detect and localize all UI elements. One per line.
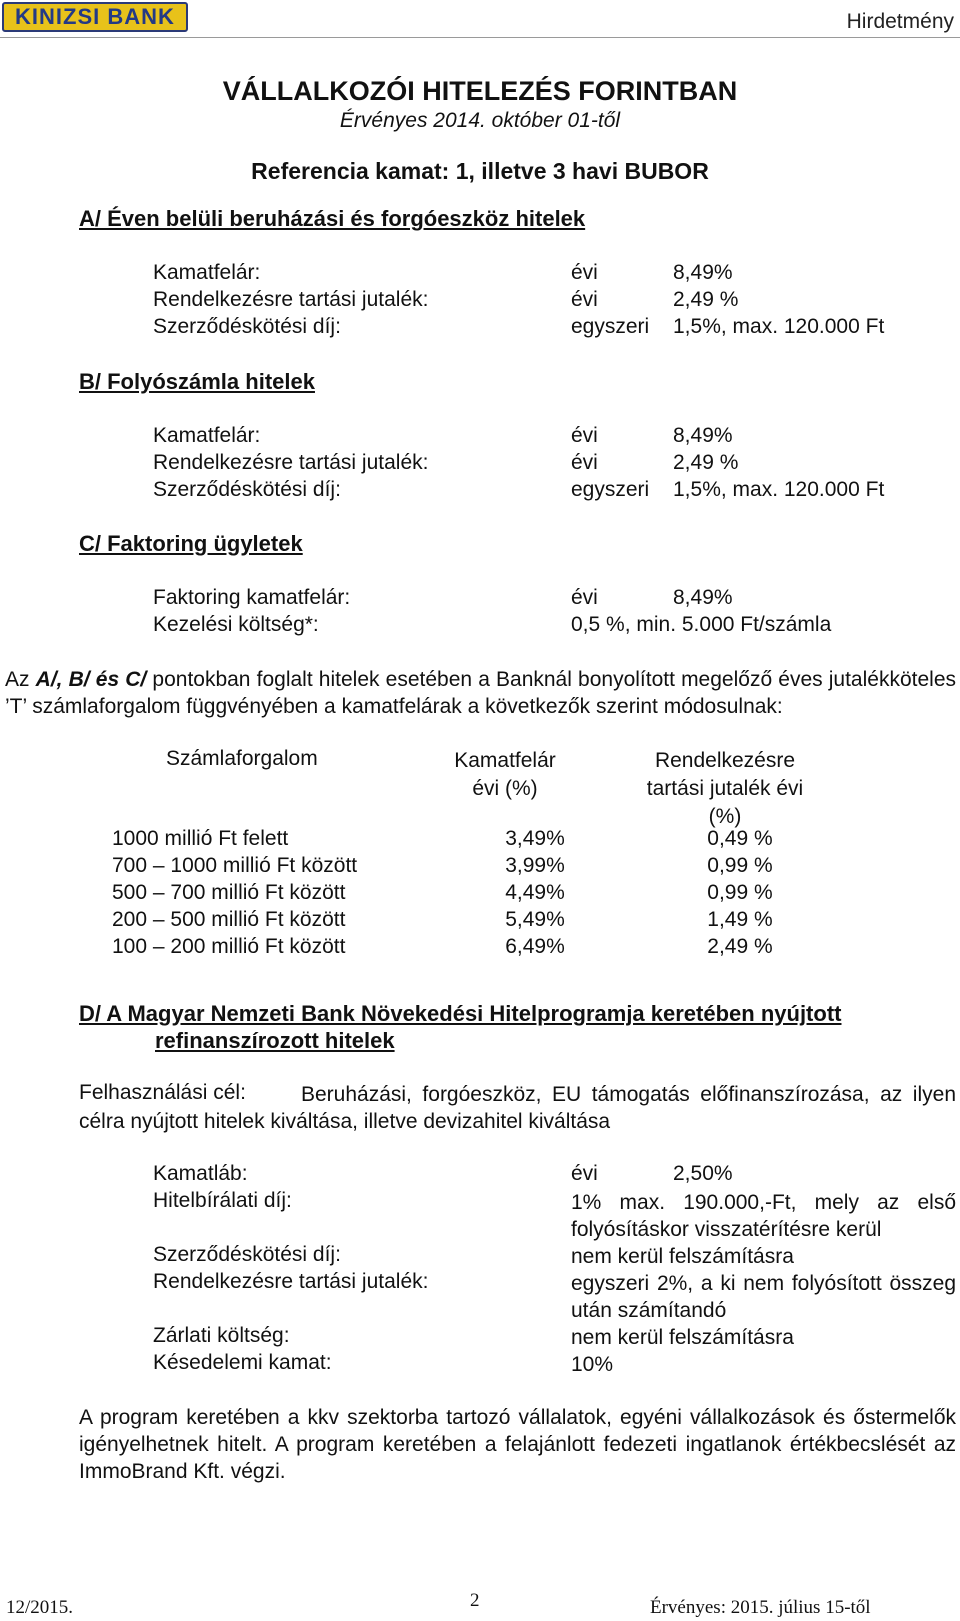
section-b-label: Rendelkezésre tartási jutalék: <box>153 451 429 474</box>
section-a-label: Rendelkezésre tartási jutalék: <box>153 288 429 311</box>
section-a-label: Kamatfelár: <box>153 261 261 284</box>
table-header-margin: Kamatfelár évi (%) <box>454 749 556 800</box>
section-a-heading: A/ Éven belüli beruházási és forgóeszköz hitelek <box>79 206 586 231</box>
document-type: Hirdetmény <box>846 10 954 33</box>
section-a-value: 2,49 % <box>673 288 739 311</box>
table-header-turnover: Számlaforgalom <box>166 747 318 770</box>
valid-from: Érvényes 2014. október 01-től <box>339 109 621 132</box>
section-d-value: 2,50% <box>673 1162 733 1185</box>
section-d-label: Késedelemi kamat: <box>153 1351 332 1374</box>
section-b-period: évi <box>571 424 598 447</box>
section-c-value: 8,49% <box>673 586 733 609</box>
section-c-label: Faktoring kamatfelár: <box>153 586 351 609</box>
modifier-prefix: Az <box>5 668 36 691</box>
section-b-label: Kamatfelár: <box>153 424 261 447</box>
section-b-value: 2,49 % <box>673 451 739 474</box>
table-cell-commitment: 0,99 % <box>707 854 773 877</box>
section-a-period: évi <box>571 261 598 284</box>
table-cell-commitment: 0,49 % <box>707 827 773 850</box>
page-title: VÁLLALKOZÓI HITELEZÉS FORINTBAN <box>222 76 738 106</box>
table-cell-margin: 4,49% <box>505 881 565 904</box>
header-divider <box>0 37 960 38</box>
section-c-heading: C/ Faktoring ügyletek <box>79 531 303 556</box>
table-cell-margin: 3,99% <box>505 854 565 877</box>
section-b-value: 1,5%, max. 120.000 Ft <box>673 478 885 501</box>
reference-rate: Referencia kamat: 1, illetve 3 havi BUBOR <box>251 158 709 184</box>
footer-page-number: 2 <box>470 1590 480 1611</box>
table-header-commitment: Rendelkezésre tartási jutalék évi (%) <box>646 749 804 828</box>
section-d-value: 10% <box>571 1353 614 1376</box>
table-cell-margin: 6,49% <box>505 935 565 958</box>
section-d-value: nem kerül felszámításra <box>571 1326 794 1349</box>
bank-logo <box>2 2 188 32</box>
table-cell-turnover: 100 – 200 millió Ft között <box>112 935 346 958</box>
section-d-heading-line1: D/ A Magyar Nemzeti Bank Növekedési Hitelprogramja keretében nyújtott <box>79 1001 842 1026</box>
section-d-label: Zárlati költség: <box>153 1324 290 1347</box>
modifier-paragraph <box>5 666 956 720</box>
use-text: Beruházási, forgóeszköz, EU támogatás előfinanszírozása, az ilyen célra nyújtott hitelek kiváltása, illetve devizahitel kiváltása <box>79 1083 956 1133</box>
section-c-value: 0,5 %, min. 5.000 Ft/számla <box>571 613 832 636</box>
modifier-emphasis: A/, B/ és C/ <box>35 668 147 691</box>
section-d-heading-line2: refinanszírozott hitelek <box>155 1028 395 1053</box>
table-cell-commitment: 1,49 % <box>707 908 773 931</box>
section-d-value: nem kerül felszámításra <box>571 1245 794 1268</box>
section-d-label: Szerződéskötési díj: <box>153 1243 341 1266</box>
section-d-period: évi <box>571 1162 598 1185</box>
table-cell-commitment: 2,49 % <box>707 935 773 958</box>
section-b-value: 8,49% <box>673 424 733 447</box>
section-a-value: 8,49% <box>673 261 733 284</box>
table-cell-turnover: 1000 millió Ft felett <box>112 827 289 850</box>
table-cell-turnover: 500 – 700 millió Ft között <box>112 881 346 904</box>
use-label: Felhasználási cél: <box>79 1081 246 1104</box>
section-a-period: egyszeri <box>571 315 650 338</box>
logo-text: KINIZSI BANK <box>15 4 175 29</box>
section-d-label: Rendelkezésre tartási jutalék: <box>153 1270 429 1293</box>
section-d-label: Kamatláb: <box>153 1162 248 1185</box>
section-b-period: évi <box>571 451 598 474</box>
section-a-label: Szerződéskötési díj: <box>153 315 341 338</box>
section-d-label: Hitelbírálati díj: <box>153 1189 292 1212</box>
footer-valid-date: Érvényes: 2015. július 15-től <box>650 1597 871 1618</box>
table-cell-commitment: 0,99 % <box>707 881 773 904</box>
footer-doc-number: 12/2015. <box>6 1597 74 1618</box>
section-b-period: egyszeri <box>571 478 650 501</box>
section-c-period: évi <box>571 586 598 609</box>
section-d-value: 1% max. 190.000,-Ft, mely az első folyósításkor visszatérítésre kerül <box>571 1191 956 1241</box>
closing-paragraph: A program keretében a kkv szektorba tartozó vállalatok, egyéni vállalkozások és őstermelők igényelhetnek hitelt. A program keretében a felajánlott fedezeti ingatlanok értékbecslését az ImmoBrand Kft. végzi. <box>79 1406 956 1483</box>
section-d-heading <box>79 1000 956 1054</box>
table-cell-turnover: 200 – 500 millió Ft között <box>112 908 346 931</box>
section-c-label: Kezelési költség*: <box>153 613 319 636</box>
modifier-text: pontokban foglalt hitelek esetében a Banknál bonyolított megelőző éves jutalékköteles ’T’ számlaforgalom függvényében a kamatfelárak a következők szerint módosulnak: <box>5 668 956 718</box>
table-cell-turnover: 700 – 1000 millió Ft között <box>112 854 358 877</box>
section-d-value: egyszeri 2%, a ki nem folyósított összeg után számítandó <box>571 1272 956 1322</box>
section-b-heading: B/ Folyószámla hitelek <box>79 369 315 394</box>
section-b-label: Szerződéskötési díj: <box>153 478 341 501</box>
section-a-period: évi <box>571 288 598 311</box>
table-cell-margin: 5,49% <box>505 908 565 931</box>
table-cell-margin: 3,49% <box>505 827 565 850</box>
section-a-value: 1,5%, max. 120.000 Ft <box>673 315 885 338</box>
